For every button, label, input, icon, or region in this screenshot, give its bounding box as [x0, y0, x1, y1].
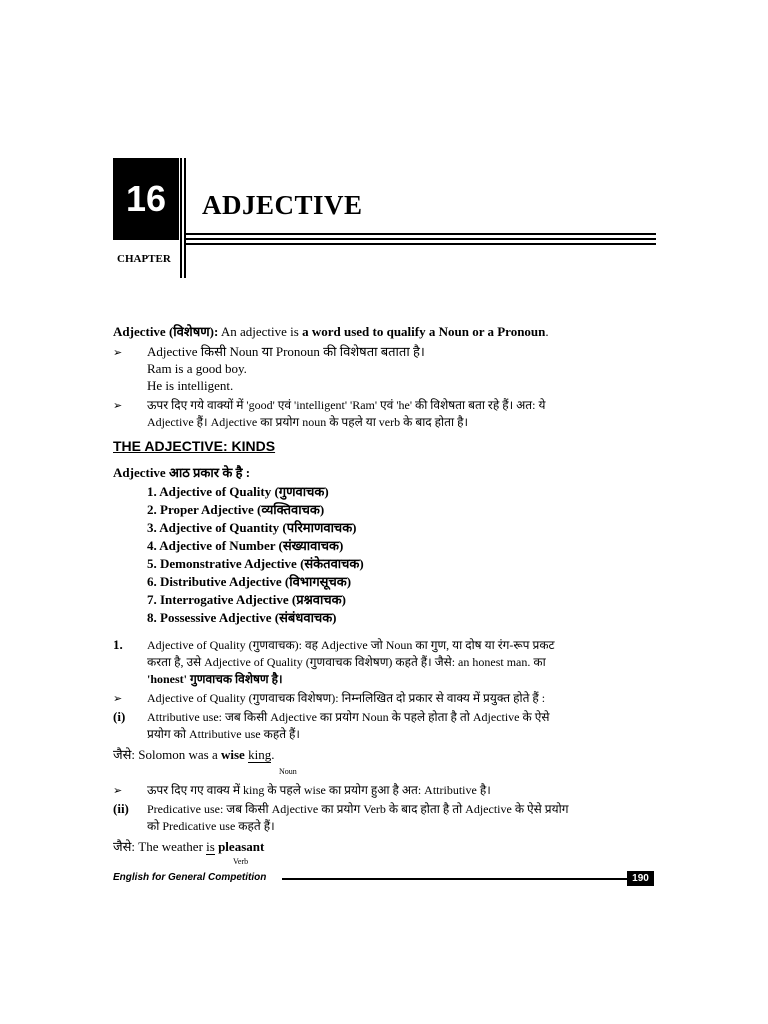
- header-divider-vertical-1: [180, 158, 182, 278]
- example-line-2: He is intelligent.: [147, 378, 234, 393]
- example-1-bold: wise: [221, 747, 245, 762]
- intro-text: An adjective is: [220, 324, 303, 339]
- pred-line-1: Predicative use: जब किसी Adjective का प्रयोग Verb के बाद होता है तो Adjective के ऐसे प्रयोग: [147, 802, 569, 816]
- example-2-bold: pleasant: [218, 839, 265, 854]
- bullet-1: [113, 344, 122, 361]
- arrow-icon: ➢: [113, 692, 123, 705]
- bullet-4: [113, 782, 122, 799]
- chapter-number: 16: [113, 158, 179, 240]
- pred-label: (ii): [113, 801, 129, 816]
- section-1-number: 1.: [113, 637, 123, 652]
- chapter-title: ADJECTIVE: [202, 190, 363, 220]
- header-rule-2: [186, 238, 656, 240]
- footer-book-title: English for General Competition: [113, 872, 267, 883]
- example-line-1: Ram is a good boy.: [147, 361, 247, 376]
- example-1-sub-label: Noun: [279, 767, 297, 776]
- bullet-2-text-cont: Adjective हैं। Adjective का प्रयोग noun के पहले या verb के बाद होता है।: [147, 415, 469, 429]
- intro-bold: a word used to qualify a Noun or a Pronoun: [302, 324, 546, 339]
- bullet-3-text: Adjective of Quality (गुणवाचक विशेषण): निम्नलिखित दो प्रकार से वाक्य में प्रयुक्त होते हैं :: [147, 691, 546, 705]
- footer-rule: [282, 878, 627, 880]
- kind-item-4: 4. Adjective of Number (संख्यावाचक): [147, 538, 344, 553]
- arrow-icon: ➢: [113, 399, 123, 412]
- bullet-4-text: ऊपर दिए गए वाक्य में king के पहले wise का प्रयोग हुआ है अत: Attributive है।: [147, 783, 491, 797]
- pred-line-2: को Predicative use कहते हैं।: [147, 819, 275, 833]
- example-2: [113, 839, 264, 855]
- bullet-2-text: ऊपर दिए गये वाक्यों में 'good' एवं 'intelligent' 'Ram' एवं 'he' की विशेषता बता रहे हैं। अत: ये: [147, 398, 546, 412]
- chapter-label: CHAPTER: [117, 253, 171, 265]
- kind-item-7: 7. Interrogative Adjective (प्रश्नवाचक): [147, 592, 346, 607]
- example-2-verb: is: [206, 839, 215, 854]
- example-1-prefix: जैसे: Solomon was a: [113, 747, 221, 762]
- attr-line-2: प्रयोग को Attributive use कहते हैं।: [147, 727, 300, 741]
- header-divider-vertical-2: [184, 158, 186, 278]
- kinds-heading: THE ADJECTIVE: KINDS: [113, 438, 276, 454]
- intro-term: Adjective (विशेषण):: [113, 324, 219, 339]
- section-1-line-2: करता है, उसे Adjective of Quality (गुणवाचक विशेषण) कहते हैं। जैसे: an honest man. का: [147, 655, 546, 669]
- bullet-1-text: Adjective किसी Noun या Pronoun की विशेषता बताता है।: [147, 344, 425, 359]
- kind-item-1: 1. Adjective of Quality (गुणवाचक): [147, 484, 329, 499]
- header-rule-1: [186, 233, 656, 235]
- example-2-sub-label: Verb: [233, 857, 249, 866]
- kind-item-5: 5. Demonstrative Adjective (संकेतवाचक): [147, 556, 364, 571]
- attr-line-1: Attributive use: जब किसी Adjective का प्रयोग Noun के पहले होता है तो Adjective के ऐसे: [147, 710, 550, 724]
- page-number: 190: [627, 871, 654, 886]
- bullet-2: [113, 397, 122, 414]
- bullet-3: [113, 690, 122, 707]
- arrow-icon: ➢: [113, 784, 123, 797]
- attr-label: (i): [113, 709, 126, 724]
- example-1-noun: king: [248, 747, 272, 762]
- kind-item-8: 8. Possessive Adjective (संबंधवाचक): [147, 610, 337, 625]
- header-rule-3: [186, 243, 656, 245]
- section-1-line-1: Adjective of Quality (गुणवाचक): वह Adjective जो Noun का गुण, या दोष या रंग-रूप प्रकट: [147, 638, 555, 652]
- kind-item-2: 2. Proper Adjective (व्यक्तिवाचक): [147, 502, 325, 517]
- kind-item-6: 6. Distributive Adjective (विभागसूचक): [147, 574, 352, 589]
- example-1: जैसे: Solomon was a wise king.: [113, 747, 275, 762]
- arrow-icon: ➢: [113, 346, 123, 359]
- intro-definition: [113, 324, 549, 340]
- example-2-prefix: जैसे: The weather: [113, 839, 207, 854]
- kinds-intro: Adjective आठ प्रकार के है :: [113, 465, 251, 480]
- intro-end: .: [545, 324, 549, 339]
- kind-item-3: 3. Adjective of Quantity (परिमाणवाचक): [147, 520, 357, 535]
- section-1-line-3: 'honest' गुणवाचक विशेषण है।: [147, 672, 283, 686]
